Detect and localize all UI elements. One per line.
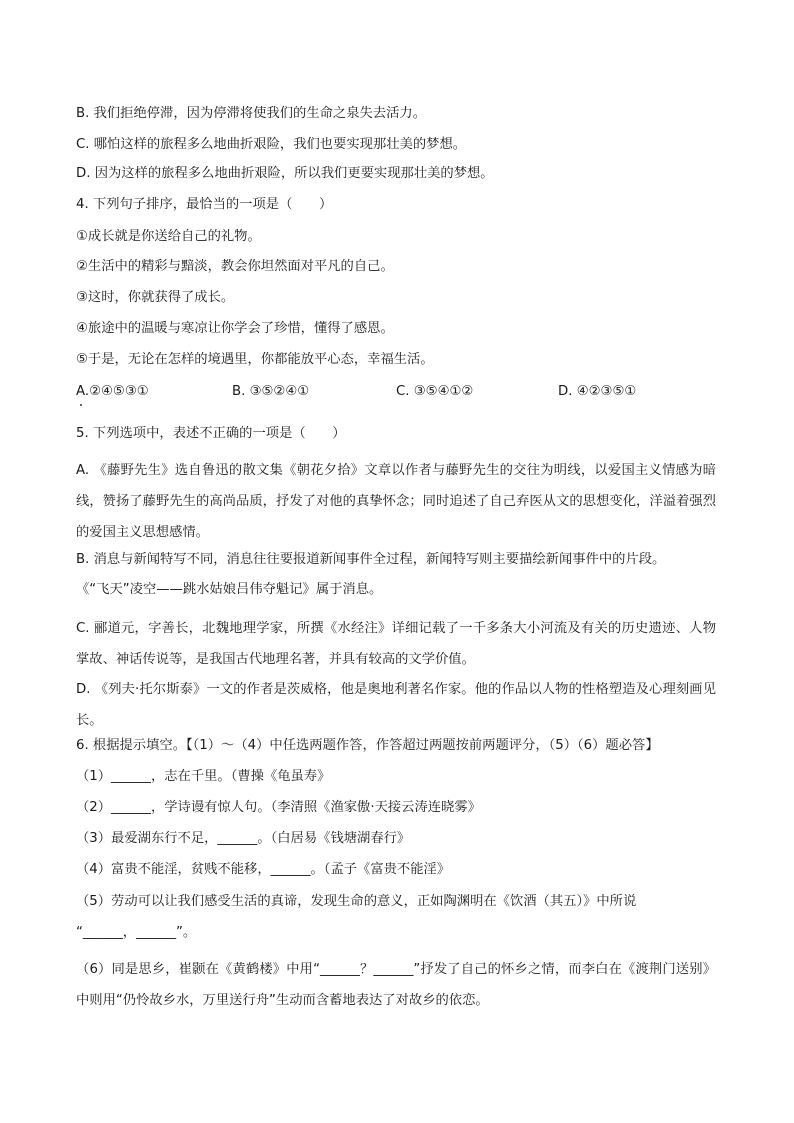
q6-item-4: （4）富贵不能淫，贫贱不能移，______。（孟子《富贵不能淫》 — [76, 862, 451, 877]
q6-stem: 6. 根据提示填空。【（1）～（4）中任选两题作答，作答超过两题按前两题评分，（5）（6）题必答】 — [76, 738, 659, 753]
q6-item-2: （2）______，学诗谩有惊人句。（李清照《渔家傲·天接云涛连晓雾》 — [76, 800, 481, 815]
q4-option-d: D. ④②③⑤① — [558, 384, 637, 399]
q4-sentence-3: ③这时，你就获得了成长。 — [76, 290, 235, 305]
q4-sentence-1: ①成长就是你送给自己的礼物。 — [76, 229, 261, 244]
q4-sentence-2: ②生活中的精彩与黯淡，教会你坦然面对平凡的自己。 — [76, 259, 394, 274]
q4-sentence-4: ④旅途中的温暖与寒凉让你学会了珍惜，懂得了感恩。 — [76, 321, 394, 336]
q5-option-a: A. 《藤野先生》选自鲁迅的散文集《朝花夕拾》文章以作者与藤野先生的交往为明线，以爱国主义情感为暗线，赞扬了藤野先生的高尚品质，抒发了对他的真挚怀念；同时追述了自己弃医从文的思想变化，洋溢着强烈的爱国主义思想感情。 — [76, 463, 716, 540]
q3-option-b: B. 我们拒绝停滞，因为停滞将使我们的生命之泉失去活力。 — [76, 106, 426, 121]
q6-item-5-line2: “______，______”。 — [76, 925, 197, 940]
q4-option-b: B. ③⑤②④① — [232, 384, 310, 399]
q5-stem: 5. 下列选项中，表述不正确的一项是（ ） — [76, 426, 346, 441]
q4-stem: 4. 下列句子排序，最恰当的一项是（ ） — [76, 197, 333, 212]
q5-option-b-line1: B. 消息与新闻特写不同，消息往往要报道新闻事件全过程，新闻特写则主要描绘新闻事件中的片段。 — [76, 552, 666, 567]
q3-option-c: C. 哪怕这样的旅程多么地曲折艰险，我们也要实现那壮美的梦想。 — [76, 137, 467, 152]
q6-item-1: （1）______，志在千里。（曹操《龟虽寿》 — [76, 769, 331, 784]
q6-item-6: （6）同是思乡，崔颢在《黄鹤楼》中用“______？______”抒发了自己的怀乡之情，而李白在《渡荆门送别》中则用“仍怜故乡水，万里送行舟”生动而含蓄地表达了对故乡的依恋。 — [76, 962, 716, 1008]
q6-item-3: （3）最爱湖东行不足，______。（白居易《钱塘湖春行》 — [76, 831, 411, 846]
q5-option-c: C. 郦道元，字善长，北魏地理学家，所撰《水经注》详细记载了一千多条大小河流及有关的历史遗迹、人物掌故、神话传说等，是我国古代地理名著，并具有较高的文学价值。 — [76, 621, 716, 667]
q4-option-c: C. ③⑤④①② — [396, 384, 474, 399]
q3-option-d: D. 因为这样的旅程多么地曲折艰险，所以我们更要实现那壮美的梦想。 — [76, 166, 494, 181]
q4-option-a: A.②④⑤③① — [76, 384, 149, 399]
q5-option-b-line2: 《“飞天”凌空——跳水姑娘吕伟夺魁记》属于消息。 — [76, 582, 383, 597]
emphasis-dot — [80, 404, 82, 406]
q4-sentence-5: ⑤于是，无论在怎样的境遇里，你都能放平心态，幸福生活。 — [76, 352, 434, 367]
q5-option-d: D. 《列夫·托尔斯泰》一文的作者是茨威格，他是奥地利著名作家。他的作品以人物的性格塑造及心理刻画见长。 — [76, 682, 716, 728]
q6-item-5-line1: （5）劳动可以让我们感受生活的真谛，发现生命的意义，正如陶渊明在《饮酒（其五）》中所说 — [76, 894, 637, 909]
